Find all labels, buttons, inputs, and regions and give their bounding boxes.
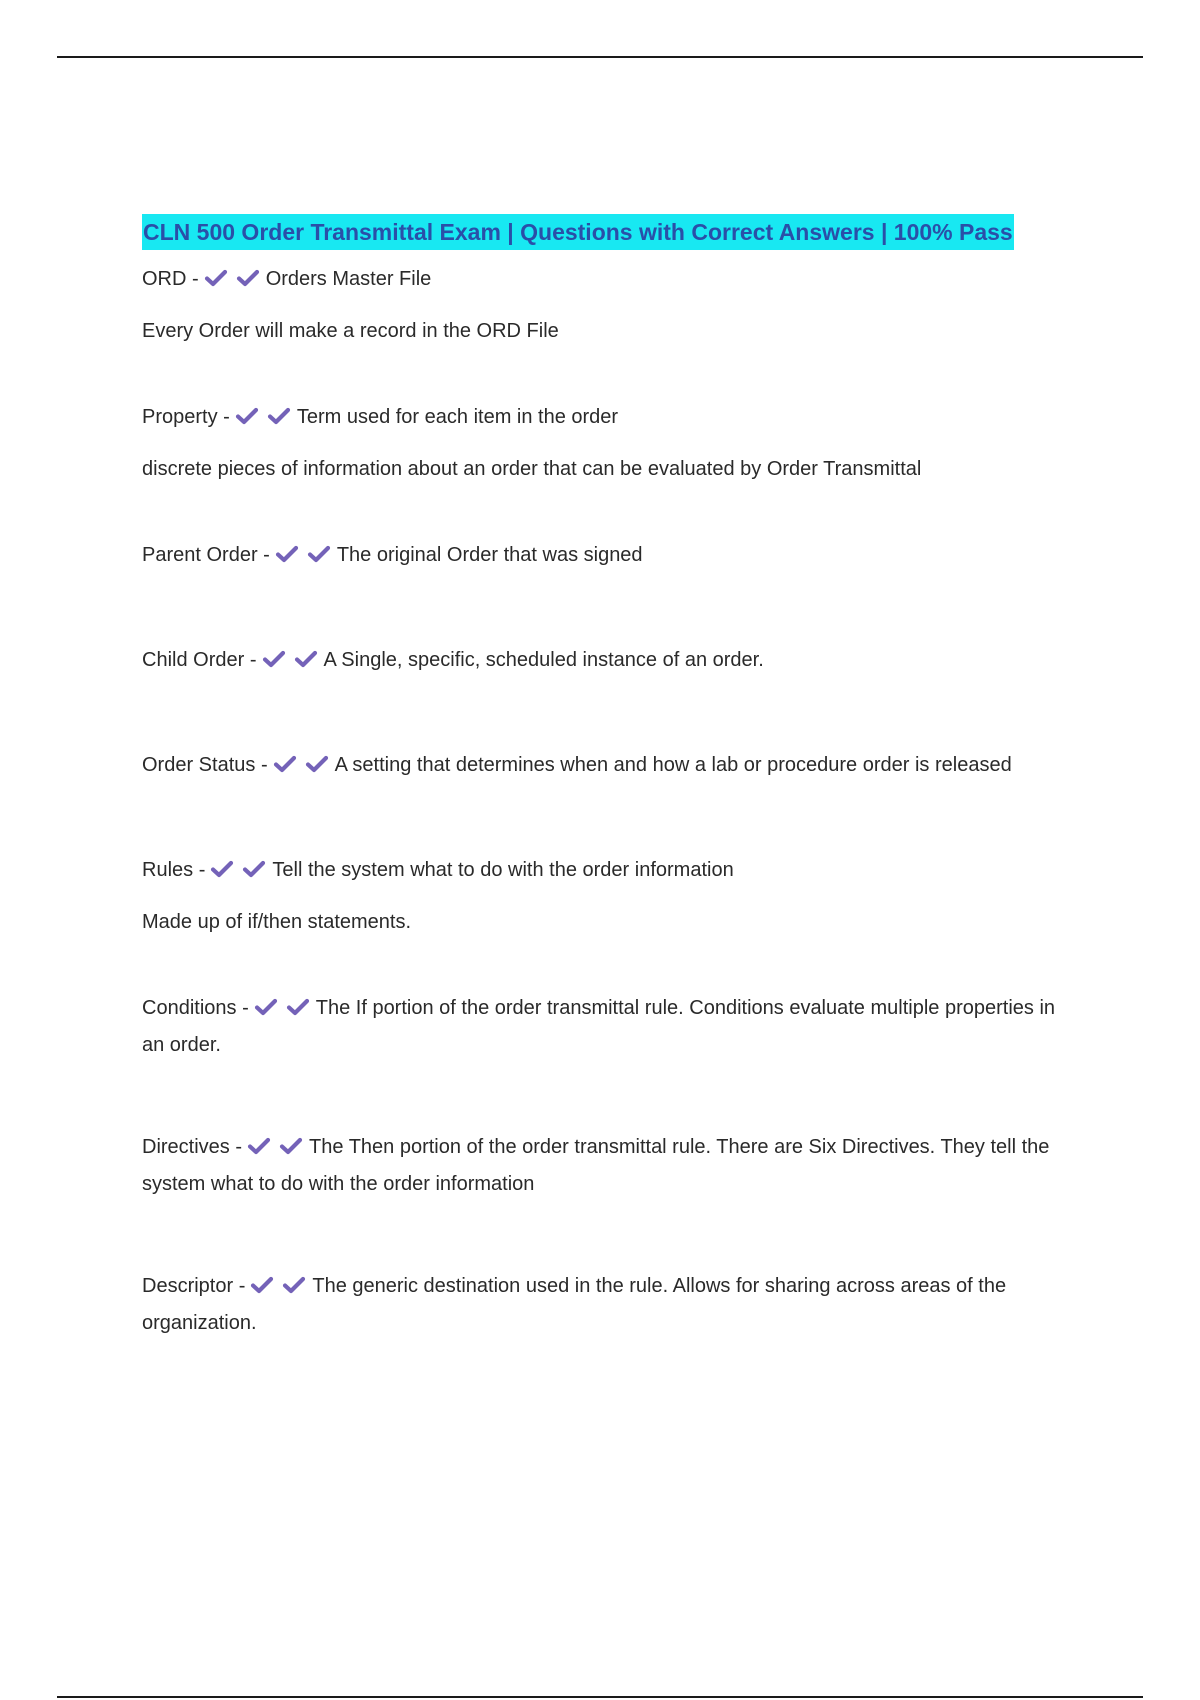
qa-question-line [142,643,1062,680]
check-marks [254,994,313,1028]
qa-answer: A setting that determines when and how a lab or procedure order is released [334,754,1012,776]
qa-separator: - [249,649,257,671]
check-mark-icon [210,859,234,879]
check-marks [235,403,294,437]
check-marks [273,751,332,785]
qa-answer: The Then portion of the order transmittal rule. There are Six Directives. They tell the system what to do with the order information [142,1136,1050,1195]
check-marks [262,646,321,680]
qa-item [142,1130,1062,1201]
qa-term: Rules [142,859,194,881]
qa-term: Directives [142,1136,230,1158]
qa-item [142,400,1062,486]
qa-term: Order Status [142,754,256,776]
qa-separator: - [238,1275,246,1297]
qa-term: Descriptor [142,1275,234,1297]
qa-term: ORD [142,268,187,290]
qa-separator: - [192,268,199,290]
qa-separator: - [263,544,270,566]
qa-item [142,538,1062,575]
check-marks [204,265,263,299]
qa-answer: The original Order that was signed [336,544,643,566]
qa-item [142,853,1062,939]
check-mark-icon [250,1275,274,1295]
qa-item [142,643,1062,680]
check-mark-icon [254,997,278,1017]
qa-extra-line: Every Order will make a record in the ORD File [142,320,559,342]
check-mark-icon [294,649,318,669]
qa-item [142,991,1062,1062]
document-body [142,214,1062,1340]
qa-question-line [142,262,1062,299]
top-rule [57,56,1143,58]
qa-separator: - [223,406,230,428]
check-marks [275,541,334,575]
check-mark-icon [275,544,299,564]
qa-separator: - [260,754,268,776]
qa-answer: The If portion of the order transmittal rule. Conditions evaluate multiple properties in an order. [142,997,1056,1056]
qa-answer: Orders Master File [265,268,432,290]
qa-question-line [142,748,1062,785]
qa-answer: Term used for each item in the order [296,406,619,428]
check-mark-icon [273,754,297,774]
qa-question-line [142,991,1062,1062]
qa-term: Child Order [142,649,245,671]
check-mark-icon [247,1136,271,1156]
qa-answer: A Single, specific, scheduled instance of an order. [323,649,764,671]
check-mark-icon [267,406,291,426]
qa-extra-line: Made up of if/then statements. [142,911,412,933]
bottom-rule [57,1696,1143,1698]
document-title: CLN 500 Order Transmittal Exam | Questions with Correct Answers | 100% Pass [142,214,1014,250]
qa-term: Property [142,406,218,428]
qa-term: Parent Order [142,544,258,566]
check-marks [247,1133,306,1167]
check-mark-icon [305,754,329,774]
qa-item [142,1269,1062,1340]
qa-extra-line: discrete pieces of information about an order that can be evaluated by Order Transmittal [142,458,922,480]
check-mark-icon [262,649,286,669]
check-mark-icon [307,544,331,564]
check-mark-icon [204,268,228,288]
check-marks [210,856,269,890]
qa-answer: The generic destination used in the rule. Allows for sharing across areas of the organization. [142,1275,1007,1334]
qa-question-line [142,1130,1062,1201]
check-mark-icon [282,1275,306,1295]
check-mark-icon [279,1136,303,1156]
qa-question-line [142,853,1062,890]
qa-question-line [142,538,1062,575]
qa-term: Conditions [142,997,237,1019]
check-mark-icon [236,268,260,288]
qa-question-line [142,1269,1062,1340]
check-mark-icon [242,859,266,879]
check-mark-icon [286,997,310,1017]
qa-list [142,262,1062,1340]
qa-item [142,262,1062,348]
qa-question-line [142,400,1062,437]
qa-item [142,748,1062,785]
qa-answer: Tell the system what to do with the order information [272,859,734,881]
check-marks [250,1272,309,1306]
qa-separator: - [242,997,249,1019]
check-mark-icon [235,406,259,426]
qa-separator: - [198,859,206,881]
qa-separator: - [235,1136,243,1158]
